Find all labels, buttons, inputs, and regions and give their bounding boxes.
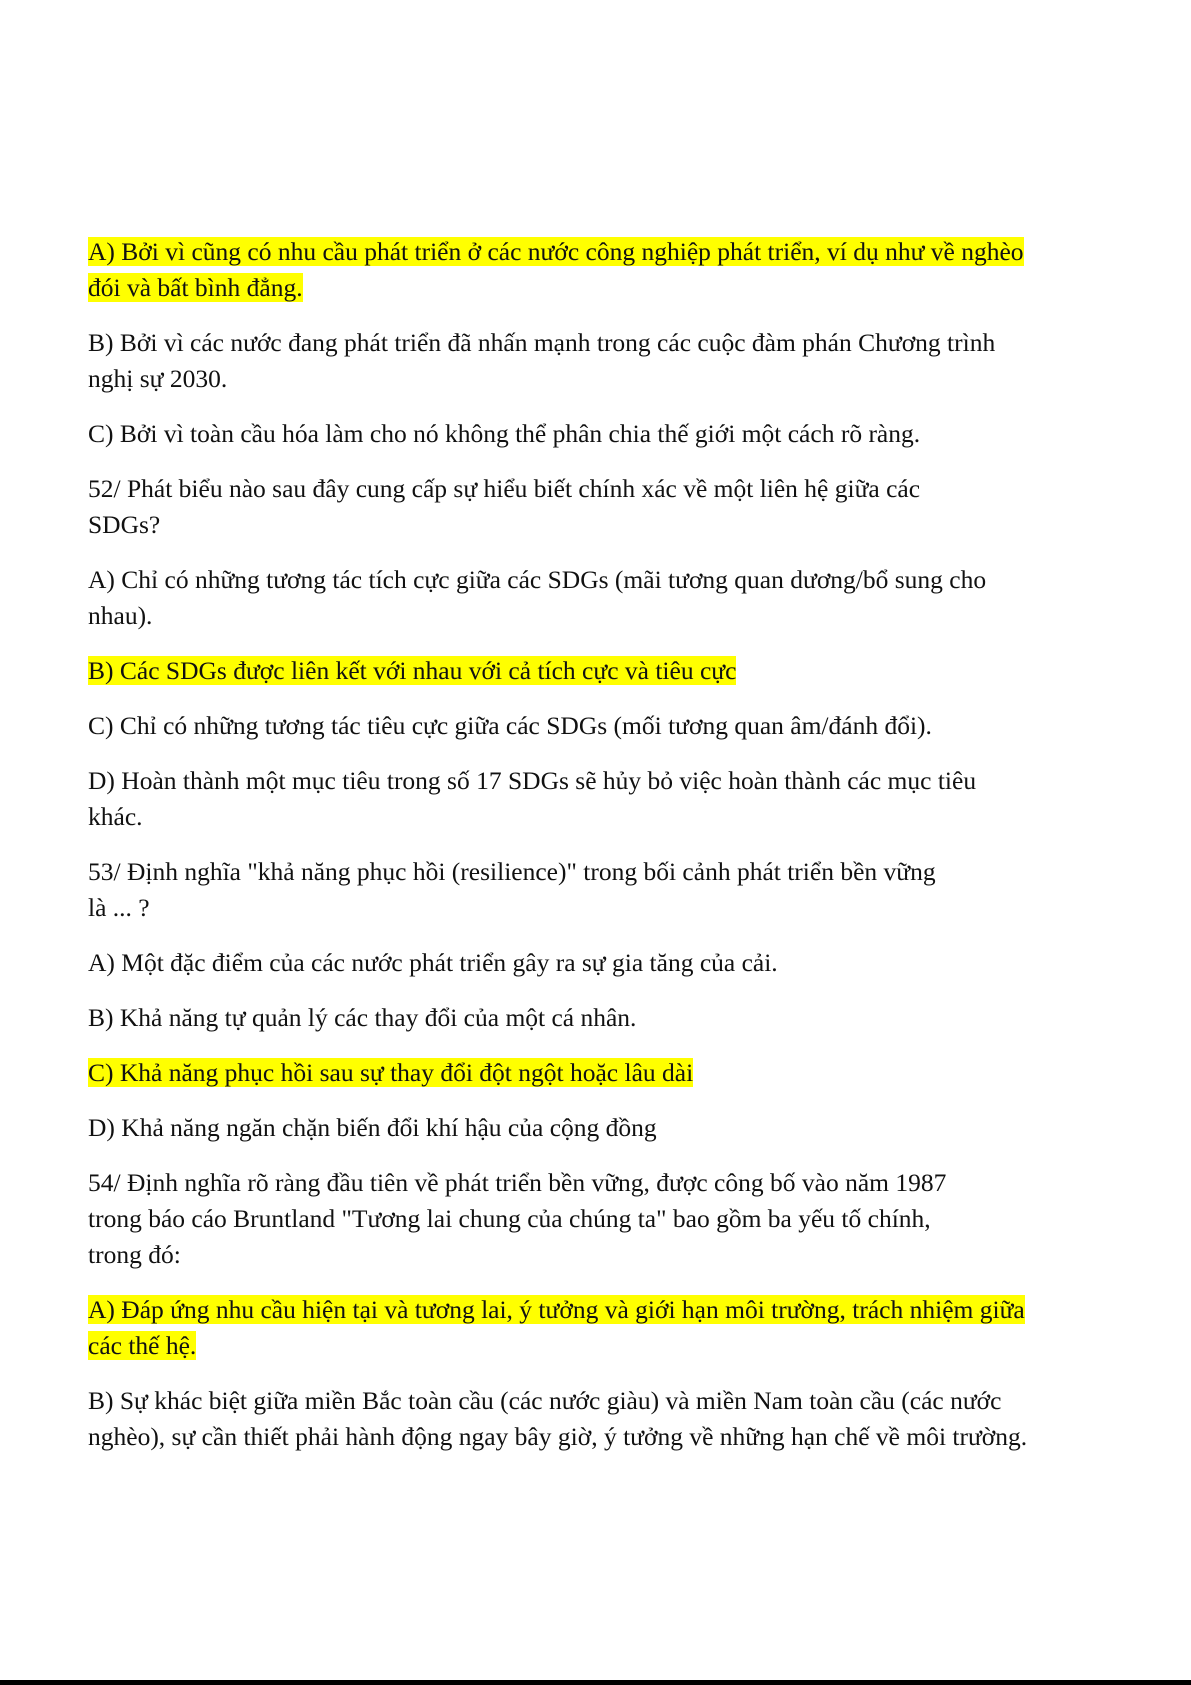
highlighted-text: đói và bất bình đẳng. xyxy=(88,273,303,302)
highlighted-text: C) Khả năng phục hồi sau sự thay đổi đột ngột hoặc lâu dài xyxy=(88,1058,694,1087)
question-text: SDGs? xyxy=(88,510,161,539)
answer-option xyxy=(88,653,1108,689)
option-text: nhau). xyxy=(88,601,153,630)
option-text: B) Bởi vì các nước đang phát triển đã nhấn mạnh trong các cuộc đàm phán Chương trình xyxy=(88,328,996,357)
option-text: khác. xyxy=(88,802,143,831)
option-text: nghị sự 2030. xyxy=(88,364,228,393)
option-text: C) Chỉ có những tương tác tiêu cực giữa các SDGs (mối tương quan âm/đánh đổi). xyxy=(88,711,932,740)
option-text: D) Hoàn thành một mục tiêu trong số 17 SDGs sẽ hủy bỏ việc hoàn thành các mục tiêu xyxy=(88,766,977,795)
option-text: B) Khả năng tự quản lý các thay đổi của một cá nhân. xyxy=(88,1003,637,1032)
option-text: A) Một đặc điểm của các nước phát triển gây ra sự gia tăng của cải. xyxy=(88,948,778,977)
highlighted-text: các thế hệ. xyxy=(88,1331,197,1360)
answer-option xyxy=(88,416,1108,452)
question-text: 54/ Định nghĩa rõ ràng đầu tiên về phát triển bền vững, được công bố vào năm 1987 xyxy=(88,1168,947,1197)
option-text: C) Bởi vì toàn cầu hóa làm cho nó không thể phân chia thế giới một cách rõ ràng. xyxy=(88,419,921,448)
option-text: D) Khả năng ngăn chặn biến đổi khí hậu của cộng đồng xyxy=(88,1113,657,1142)
answer-option xyxy=(88,562,1108,634)
question-53 xyxy=(88,854,1108,926)
question-text: trong đó: xyxy=(88,1240,181,1269)
answer-option xyxy=(88,234,1108,306)
question-text: là ... ? xyxy=(88,893,150,922)
highlighted-text: A) Đáp ứng nhu cầu hiện tại và tương lai, ý tưởng và giới hạn môi trường, trách nhiệm giữa xyxy=(88,1295,1025,1324)
question-text: 52/ Phát biểu nào sau đây cung cấp sự hiểu biết chính xác về một liên hệ giữa các xyxy=(88,474,921,503)
highlighted-text: B) Các SDGs được liên kết với nhau với cả tích cực và tiêu cực xyxy=(88,656,737,685)
question-text: 53/ Định nghĩa "khả năng phục hồi (resilience)" trong bối cảnh phát triển bền vững xyxy=(88,857,936,886)
answer-option xyxy=(88,1292,1108,1364)
question-text: trong báo cáo Bruntland "Tương lai chung của chúng ta" bao gồm ba yếu tố chính, xyxy=(88,1204,931,1233)
option-text: nghèo), sự cần thiết phải hành động ngay bây giờ, ý tưởng về những hạn chế về môi trường. xyxy=(88,1422,1028,1451)
option-text: A) Chỉ có những tương tác tích cực giữa các SDGs (mãi tương quan dương/bổ sung cho xyxy=(88,565,987,594)
document-body xyxy=(88,234,1108,1474)
page-bottom-border xyxy=(0,1680,1191,1685)
answer-option xyxy=(88,708,1108,744)
answer-option xyxy=(88,1383,1108,1455)
question-54 xyxy=(88,1165,1108,1273)
answer-option xyxy=(88,1000,1108,1036)
highlighted-text: A) Bởi vì cũng có nhu cầu phát triển ở các nước công nghiệp phát triển, ví dụ như về nghèo xyxy=(88,237,1024,266)
answer-option xyxy=(88,325,1108,397)
question-52 xyxy=(88,471,1108,543)
option-text: B) Sự khác biệt giữa miền Bắc toàn cầu (các nước giàu) và miền Nam toàn cầu (các nước xyxy=(88,1386,1002,1415)
answer-option xyxy=(88,1110,1108,1146)
answer-option xyxy=(88,1055,1108,1091)
answer-option xyxy=(88,945,1108,981)
answer-option xyxy=(88,763,1108,835)
